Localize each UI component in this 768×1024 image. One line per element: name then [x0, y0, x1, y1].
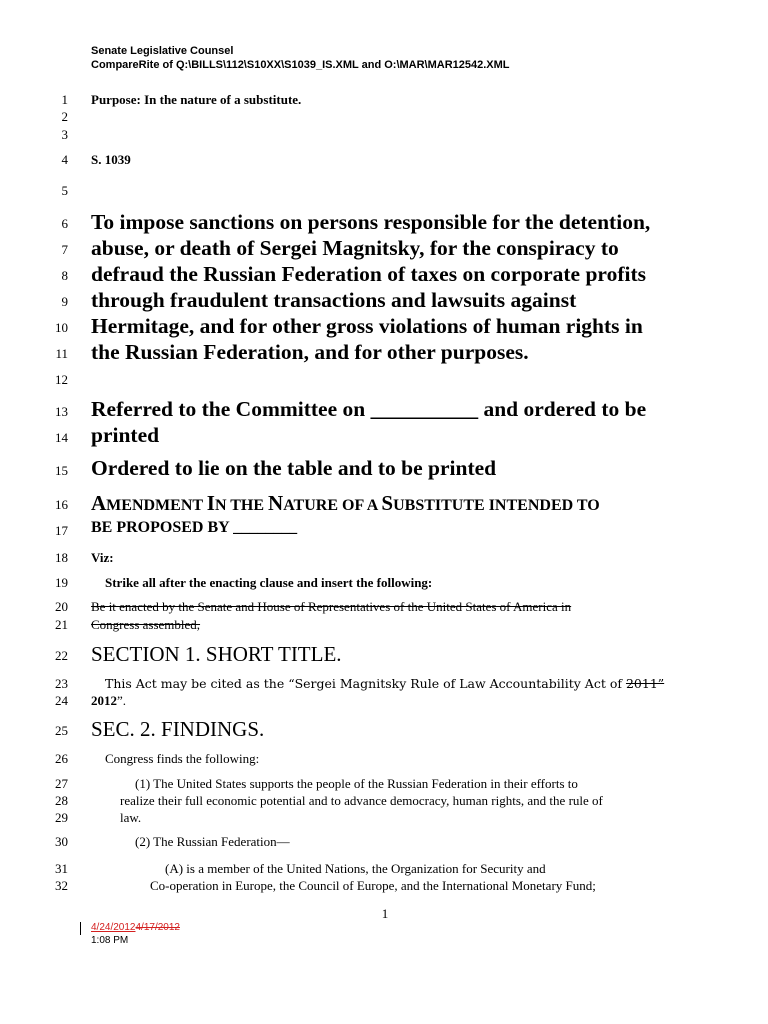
viz-label: Viz: [91, 550, 114, 565]
footer-date-new: 4/24/2012 [91, 922, 136, 933]
revision-bar [80, 922, 81, 935]
line-number: 30 [55, 834, 68, 849]
section1-heading: SECTION 1. SHORT TITLE. [91, 642, 342, 666]
page-number: 1 [381, 906, 389, 921]
finding-1-line1: (1) The United States supports the people of the Russian Federation in their efforts to [135, 776, 578, 791]
line-number: 15 [55, 463, 68, 478]
bill-title [91, 209, 691, 365]
line-number: 2 [61, 109, 68, 124]
line-number: 24 [55, 693, 68, 708]
bill-title-line: abuse, or death of Sergei Magnitsky, for the conspiracy to [91, 236, 619, 260]
footer-time: 1:08 PM [91, 935, 129, 946]
footer-date [91, 922, 180, 933]
bill-title-line: Hermitage, and for other gross violations of human rights in [91, 314, 643, 338]
bill-title-line: the Russian Federation, and for other purposes. [91, 340, 529, 364]
line-number: 18 [55, 550, 68, 565]
section2-heading: SEC. 2. FINDINGS. [91, 717, 265, 741]
line-number: 9 [61, 294, 68, 309]
bill-number: S. 1039 [91, 152, 131, 167]
line-number: 12 [55, 372, 68, 387]
bill-title-line: To impose sanctions on persons responsible for the detention, [91, 210, 651, 234]
struck-enacting-clause-line1: Be it enacted by the Senate and House of Representatives of the United States of America in [91, 599, 572, 614]
line-number: 28 [55, 793, 68, 808]
line-number: 10 [55, 320, 68, 335]
line-number: 16 [55, 497, 68, 512]
ordered-line: Ordered to lie on the table and to be printed [91, 456, 497, 480]
line-number: 17 [55, 523, 68, 538]
line-number: 3 [61, 127, 68, 142]
line-number: 11 [55, 346, 68, 361]
findings-intro: Congress finds the following: [105, 751, 260, 766]
finding-1-line3: law. [120, 810, 142, 825]
bill-title-line: defraud the Russian Federation of taxes on corporate profits [91, 262, 646, 286]
struck-enacting-clause-line2: Congress assembled, [91, 617, 201, 632]
footer-date-old: 4/17/2012 [135, 922, 180, 933]
finding-1-line2: realize their full economic potential and to advance democracy, human rights, and the rule of [120, 793, 603, 808]
line-number: 7 [61, 242, 68, 257]
struck-year: 2011” [625, 676, 665, 691]
line-number: 26 [55, 751, 68, 766]
purpose-line: Purpose: In the nature of a substitute. [91, 92, 302, 107]
line-number: 23 [55, 676, 68, 691]
amendment-heading-line2: BE PROPOSED BY ________ [91, 519, 298, 536]
finding-2: (2) The Russian Federation— [135, 834, 290, 849]
line-number: 8 [61, 268, 68, 283]
finding-2a-line1: (A) is a member of the United Nations, the Organization for Security and [165, 861, 546, 876]
line-number: 1 [61, 92, 68, 107]
line-number: 6 [61, 216, 68, 231]
line-number: 5 [61, 183, 68, 198]
line-number: 21 [55, 617, 68, 632]
amendment-heading-line1: AMENDMENT IN THE NATURE OF A SUBSTITUTE INTENDED TO [91, 491, 600, 515]
line-number: 31 [55, 861, 68, 876]
line-number: 27 [55, 776, 68, 791]
inserted-year: 2012 [91, 693, 117, 708]
bill-title-line: through fraudulent transactions and lawsuits against [91, 288, 577, 312]
line-number: 22 [55, 648, 68, 663]
referred-line2: printed [91, 423, 160, 447]
line-number: 25 [55, 723, 68, 738]
referred-line1: Referred to the Committee on __________ and ordered to be [91, 397, 647, 421]
section1-text: This Act may be cited as the “Sergei Magnitsky Rule of Law Accountability Act of 2011” [105, 676, 665, 691]
section1-text-cont: 2012”. [91, 693, 127, 708]
line-number: 32 [55, 878, 68, 893]
finding-2a-line2: Co-operation in Europe, the Council of Europe, and the International Monetary Fund; [150, 878, 596, 893]
strike-instruction: Strike all after the enacting clause and insert the following: [105, 575, 433, 590]
line-number: 4 [61, 152, 68, 167]
line-number: 14 [55, 430, 68, 445]
line-number: 29 [55, 810, 68, 825]
document-header-line1: Senate Legislative Counsel [91, 45, 234, 57]
line-number: 13 [55, 404, 68, 419]
line-number: 19 [55, 575, 68, 590]
document-header-line2: CompareRite of Q:\BILLS\112\S10XX\S1039_IS.XML and O:\MAR\MAR12542.XML [91, 59, 510, 71]
line-number: 20 [55, 599, 68, 614]
